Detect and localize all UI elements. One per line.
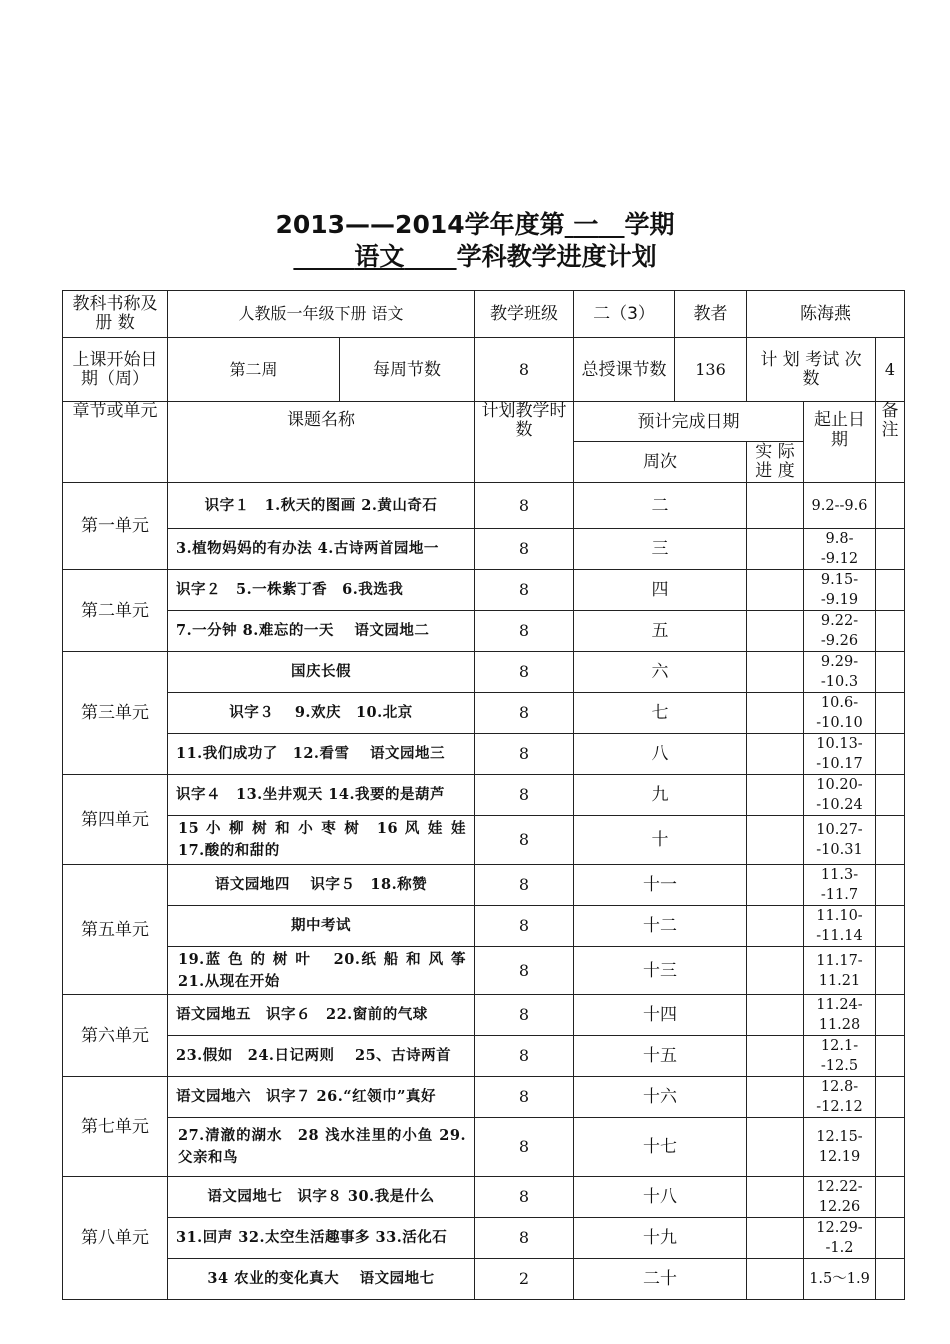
exam-label: 计 划 考试 次 数 xyxy=(747,338,876,402)
actual-progress xyxy=(747,906,804,947)
exam-value: 4 xyxy=(876,338,905,402)
lesson-row xyxy=(63,1077,905,1118)
remark xyxy=(876,1077,905,1118)
planned-hours: 8 xyxy=(475,734,574,775)
lesson-topic: 期中考试 xyxy=(168,906,475,947)
week-number: 十五 xyxy=(574,1036,747,1077)
lesson-row xyxy=(63,1036,905,1077)
lesson-topic: 11.我们成功了 12.看雪 语文园地三 xyxy=(168,734,475,775)
remark xyxy=(876,1036,905,1077)
week-number: 二 xyxy=(574,483,747,529)
lesson-topic: 识字４ 13.坐井观天 14.我要的是葫芦 xyxy=(168,775,475,816)
lesson-topic: 34 农业的变化真大 语文园地七 xyxy=(168,1259,475,1300)
remark xyxy=(876,483,905,529)
unit-name: 第二单元 xyxy=(63,570,168,652)
semester-number: 一 xyxy=(573,210,599,239)
remark xyxy=(876,1259,905,1300)
date-range: 1.5～1.9 xyxy=(804,1259,876,1300)
schedule-table xyxy=(62,290,905,1300)
planned-hours: 8 xyxy=(475,816,574,865)
topic-header: 课题名称 xyxy=(168,402,475,483)
actual-progress xyxy=(747,1259,804,1300)
remark xyxy=(876,947,905,995)
lesson-row xyxy=(63,1177,905,1218)
week-number: 五 xyxy=(574,611,747,652)
week-number: 八 xyxy=(574,734,747,775)
lesson-row xyxy=(63,816,905,865)
lesson-topic: 识字２ 5.一株紫丁香 6.我选我 xyxy=(168,570,475,611)
date-range: 11.3--11.7 xyxy=(804,865,876,906)
week-number: 四 xyxy=(574,570,747,611)
lesson-row xyxy=(63,652,905,693)
remark xyxy=(876,1118,905,1177)
date-range: 9.29--10.3 xyxy=(804,652,876,693)
planned-hours: 8 xyxy=(475,570,574,611)
week-number: 九 xyxy=(574,775,747,816)
unit-name: 第一单元 xyxy=(63,483,168,570)
actual-progress xyxy=(747,611,804,652)
lesson-topic: 语文园地四 识字５ 18.称赞 xyxy=(168,865,475,906)
unit-name: 第七单元 xyxy=(63,1077,168,1177)
date-range-header: 起止日期 xyxy=(804,402,876,483)
actual-progress xyxy=(747,693,804,734)
planned-hours: 8 xyxy=(475,1036,574,1077)
remark xyxy=(876,1218,905,1259)
lesson-row xyxy=(63,734,905,775)
actual-progress xyxy=(747,1218,804,1259)
planned-hours: 8 xyxy=(475,611,574,652)
actual-progress xyxy=(747,1036,804,1077)
actual-progress xyxy=(747,1118,804,1177)
actual-progress xyxy=(747,483,804,529)
teacher-label: 教者 xyxy=(675,291,747,338)
lesson-row xyxy=(63,529,905,570)
date-range: 11.10--11.14 xyxy=(804,906,876,947)
date-range: 10.13--10.17 xyxy=(804,734,876,775)
planned-hours: 8 xyxy=(475,995,574,1036)
remark xyxy=(876,995,905,1036)
date-range: 9.15--9.19 xyxy=(804,570,876,611)
planned-hours: 8 xyxy=(475,1218,574,1259)
lesson-topic: 15 小 柳 树 和 小 枣 树 16 风 娃 娃 17.酸的和甜的 xyxy=(168,816,475,865)
week-number: 七 xyxy=(574,693,747,734)
total-value: 136 xyxy=(675,338,747,402)
title-line-1 xyxy=(0,210,950,240)
lesson-row xyxy=(63,1218,905,1259)
remark xyxy=(876,1177,905,1218)
hours-header: 计划教学时 数 xyxy=(475,402,574,483)
week-number: 十七 xyxy=(574,1118,747,1177)
unit-name: 第八单元 xyxy=(63,1177,168,1300)
date-range: 10.6--10.10 xyxy=(804,693,876,734)
date-range: 12.22-12.26 xyxy=(804,1177,876,1218)
remark xyxy=(876,570,905,611)
class-label: 教学班级 xyxy=(475,291,574,338)
lesson-row xyxy=(63,693,905,734)
week-number: 十二 xyxy=(574,906,747,947)
lesson-topic: 19.蓝 色 的 树 叶 20.纸 船 和 风 筝 21.从现在开始 xyxy=(168,947,475,995)
remark xyxy=(876,906,905,947)
lesson-row xyxy=(63,611,905,652)
week-number: 十 xyxy=(574,816,747,865)
actual-progress xyxy=(747,775,804,816)
lesson-topic: 识字３ 9.欢庆 10.北京 xyxy=(168,693,475,734)
planned-hours: 8 xyxy=(475,775,574,816)
actual-progress xyxy=(747,995,804,1036)
lesson-row xyxy=(63,906,905,947)
planned-hours: 2 xyxy=(475,1259,574,1300)
date-range: 9.8--9.12 xyxy=(804,529,876,570)
lesson-topic: 23.假如 24.日记两则 25、古诗两首 xyxy=(168,1036,475,1077)
week-header: 周次 xyxy=(574,442,747,483)
chapter-header: 章节或单元 xyxy=(63,402,168,483)
header-row-1 xyxy=(63,402,905,442)
remark xyxy=(876,693,905,734)
lesson-topic: 语文园地七 识字８ 30.我是什么 xyxy=(168,1177,475,1218)
unit-name: 第三单元 xyxy=(63,652,168,775)
remark xyxy=(876,865,905,906)
lesson-row xyxy=(63,865,905,906)
actual-progress xyxy=(747,947,804,995)
week-number: 十八 xyxy=(574,1177,747,1218)
actual-progress xyxy=(747,865,804,906)
lesson-row xyxy=(63,775,905,816)
week-number: 三 xyxy=(574,529,747,570)
week-number: 十六 xyxy=(574,1077,747,1118)
week-number: 十九 xyxy=(574,1218,747,1259)
actual-progress xyxy=(747,1077,804,1118)
date-range: 11.17-11.21 xyxy=(804,947,876,995)
unit-name: 第六单元 xyxy=(63,995,168,1077)
planned-hours: 8 xyxy=(475,1077,574,1118)
lesson-topic: 27.清澈的湖水 28 浅水洼里的小鱼 29.父亲和鸟 xyxy=(168,1118,475,1177)
actual-progress xyxy=(747,1177,804,1218)
lesson-topic: 语文园地五 识字６ 22.窗前的气球 xyxy=(168,995,475,1036)
title-text-a: 学年度第 xyxy=(464,210,565,239)
lesson-topic: 31.回声 32.太空生活趣事多 33.活化石 xyxy=(168,1218,475,1259)
week-number: 六 xyxy=(574,652,747,693)
date-range: 11.24-11.28 xyxy=(804,995,876,1036)
lesson-topic: 语文园地六 识字７ 26.“红领巾”真好 xyxy=(168,1077,475,1118)
date-range: 9.2--9.6 xyxy=(804,483,876,529)
planned-hours: 8 xyxy=(475,906,574,947)
info-row-2 xyxy=(63,338,905,402)
start-value: 第二周 xyxy=(168,338,340,402)
unit-name: 第四单元 xyxy=(63,775,168,865)
date-range: 9.22--9.26 xyxy=(804,611,876,652)
date-range: 10.27--10.31 xyxy=(804,816,876,865)
title-line-2 xyxy=(0,242,950,272)
unit-name: 第五单元 xyxy=(63,865,168,995)
weekly-label: 每周节数 xyxy=(340,338,475,402)
start-label: 上课开始日期（周） xyxy=(63,338,168,402)
lesson-topic: 3.植物妈妈的有办法 4.古诗两首园地一 xyxy=(168,529,475,570)
actual-progress xyxy=(747,816,804,865)
week-number: 十一 xyxy=(574,865,747,906)
actual-progress xyxy=(747,734,804,775)
lesson-row xyxy=(63,570,905,611)
planned-hours: 8 xyxy=(475,947,574,995)
remark xyxy=(876,611,905,652)
actual-progress-header: 实 际进 度 xyxy=(747,442,804,483)
actual-progress xyxy=(747,570,804,611)
title-text-c: 学科教学进度计划 xyxy=(456,242,657,271)
planned-hours: 8 xyxy=(475,529,574,570)
week-number: 二十 xyxy=(574,1259,747,1300)
school-years: 2013——2014 xyxy=(275,210,465,239)
lesson-row xyxy=(63,1118,905,1177)
date-range: 12.1--12.5 xyxy=(804,1036,876,1077)
week-number: 十三 xyxy=(574,947,747,995)
book-value: 人教版一年级下册 语文 xyxy=(168,291,475,338)
actual-progress xyxy=(747,652,804,693)
lesson-topic: 国庆长假 xyxy=(168,652,475,693)
lesson-row xyxy=(63,1259,905,1300)
expected-date-header: 预计完成日期 xyxy=(574,402,804,442)
weekly-value: 8 xyxy=(475,338,574,402)
teacher-value: 陈海燕 xyxy=(747,291,905,338)
lesson-topic: 7.一分钟 8.难忘的一天 语文园地二 xyxy=(168,611,475,652)
planned-hours: 8 xyxy=(475,1177,574,1218)
planned-hours: 8 xyxy=(475,1118,574,1177)
lesson-row xyxy=(63,995,905,1036)
date-range: 12.29--1.2 xyxy=(804,1218,876,1259)
subject-name: 语文 xyxy=(354,242,405,271)
lesson-row xyxy=(63,483,905,529)
remark xyxy=(876,816,905,865)
planned-hours: 8 xyxy=(475,483,574,529)
date-range: 12.8--12.12 xyxy=(804,1077,876,1118)
total-label: 总授课节数 xyxy=(574,338,675,402)
lesson-topic: 识字１ 1.秋天的图画 2.黄山奇石 xyxy=(168,483,475,529)
class-value: 二（3） xyxy=(574,291,675,338)
remark xyxy=(876,734,905,775)
title-text-b: 学期 xyxy=(624,210,675,239)
actual-progress xyxy=(747,529,804,570)
remark-header: 备注 xyxy=(876,402,905,483)
date-range: 10.20--10.24 xyxy=(804,775,876,816)
planned-hours: 8 xyxy=(475,865,574,906)
remark xyxy=(876,775,905,816)
remark xyxy=(876,652,905,693)
info-row-1 xyxy=(63,291,905,338)
date-range: 12.15-12.19 xyxy=(804,1118,876,1177)
book-label: 教科书称及 册 数 xyxy=(63,291,168,338)
week-number: 十四 xyxy=(574,995,747,1036)
planned-hours: 8 xyxy=(475,652,574,693)
lesson-row xyxy=(63,947,905,995)
planned-hours: 8 xyxy=(475,693,574,734)
remark xyxy=(876,529,905,570)
